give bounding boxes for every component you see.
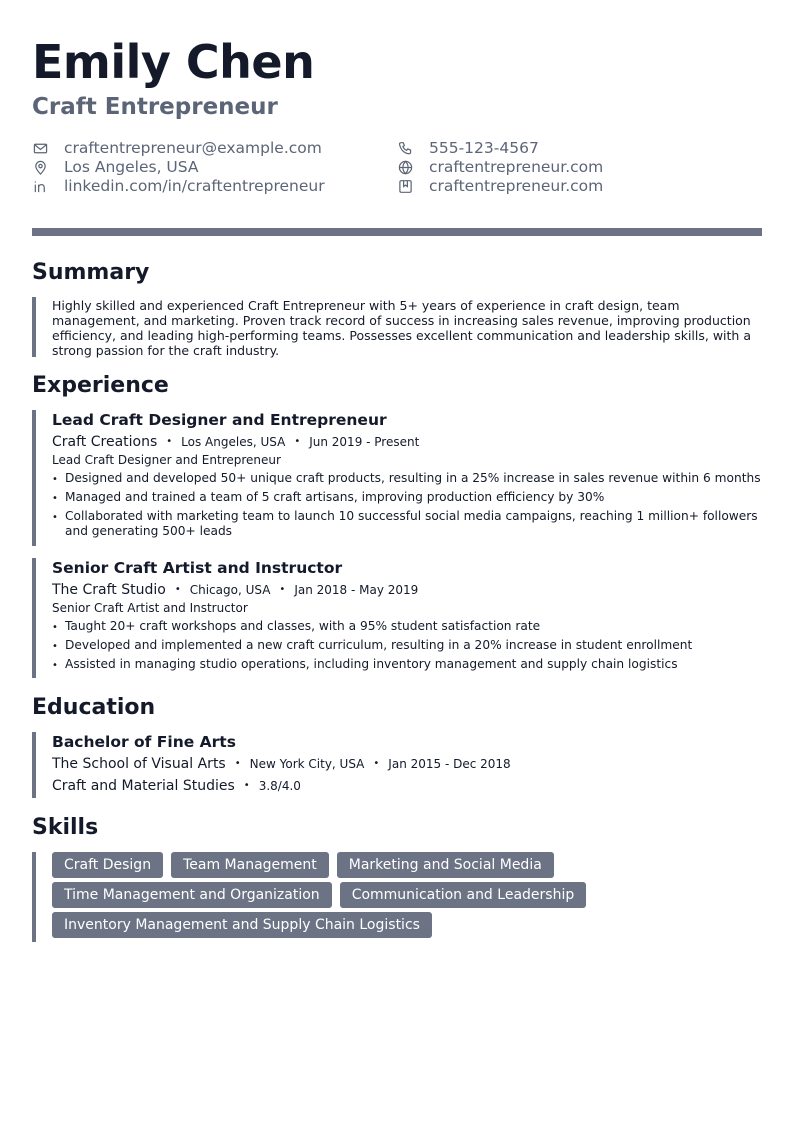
education-field: Craft and Material Studies — [52, 778, 235, 794]
contact-linkedin-text: linkedin.com/in/craftentrepreneur — [64, 177, 325, 195]
contact-location-text: Los Angeles, USA — [64, 158, 199, 176]
contact-location — [32, 157, 199, 177]
contact-website-text: craftentrepreneur.com — [429, 158, 604, 176]
education-entry — [32, 732, 762, 798]
job-location: Los Angeles, USA — [181, 435, 286, 449]
skill-chip: Marketing and Social Media — [337, 852, 554, 878]
skills-heading: Skills — [32, 815, 99, 840]
education-school: The School of Visual Arts — [52, 756, 226, 772]
education-dates: Jan 2015 - Dec 2018 — [388, 757, 511, 771]
education-gpa: 3.8/4.0 — [258, 779, 301, 793]
job-bullet: • Collaborated with marketing team to launch 10 successful social media campaigns, reaching 1 million+ followers and generating 500+ leads — [52, 509, 762, 539]
education-meta — [52, 756, 762, 772]
job-dates: Jan 2018 - May 2019 — [294, 583, 419, 597]
job-bullets — [52, 471, 762, 539]
linkedin-icon — [32, 178, 48, 194]
job-bullet: • Managed and trained a team of 5 craft artisans, improving production efficiency by 30% — [52, 490, 762, 505]
education-heading: Education — [32, 695, 156, 720]
meta-separator: • — [373, 758, 380, 769]
job-bullet: • Taught 20+ craft workshops and classes, with a 95% student satisfaction rate — [52, 619, 762, 634]
job-entry — [32, 558, 762, 678]
skill-chip: Time Management and Organization — [52, 882, 332, 908]
job-entry — [32, 410, 762, 546]
mail-icon — [32, 140, 48, 156]
map-pin-icon — [32, 159, 48, 175]
contact-linkedin[interactable] — [32, 176, 325, 196]
bookmark-icon — [397, 178, 413, 194]
skills-block — [32, 852, 762, 942]
meta-separator: • — [234, 758, 241, 769]
skill-chip: Inventory Management and Supply Chain Logistics — [52, 912, 432, 938]
job-meta — [52, 434, 762, 450]
globe-icon — [397, 159, 413, 175]
meta-separator: • — [174, 584, 181, 595]
job-bullets — [52, 619, 762, 672]
job-meta — [52, 582, 762, 598]
summary-text: Highly skilled and experienced Craft Entrepreneur with 5+ years of experience in craft design, team management, and marketing. Proven track record of success in increasing sales revenue, improving production efficiency, and leading high-performing teams. Possesses excellent communication and leadership skills, with a strong passion for the craft industry. — [52, 298, 751, 358]
contact-phone[interactable] — [397, 138, 539, 158]
job-company: Craft Creations — [52, 434, 158, 450]
job-subtitle: Senior Craft Artist and Instructor — [52, 601, 248, 615]
contact-email-text: craftentrepreneur@example.com — [64, 139, 322, 157]
contact-email[interactable] — [32, 138, 322, 158]
contact-portfolio[interactable] — [397, 176, 603, 196]
job-bullet: • Designed and developed 50+ unique craft products, resulting in a 25% increase in sales revenue within 6 months — [52, 471, 762, 486]
job-title: Lead Craft Designer and Entrepreneur — [52, 411, 387, 429]
education-field-row — [52, 778, 762, 794]
skill-chip: Communication and Leadership — [340, 882, 587, 908]
job-bullet: • Assisted in managing studio operations, including inventory management and supply chain logistics — [52, 657, 762, 672]
skills-list — [52, 852, 692, 938]
experience-heading: Experience — [32, 373, 169, 398]
education-location: New York City, USA — [249, 757, 365, 771]
job-dates: Jun 2019 - Present — [309, 435, 420, 449]
contact-website[interactable] — [397, 157, 603, 177]
phone-icon — [397, 140, 413, 156]
summary-block — [32, 297, 762, 357]
skill-chip: Team Management — [171, 852, 329, 878]
skill-chip: Craft Design — [52, 852, 163, 878]
meta-separator: • — [166, 436, 173, 447]
job-subtitle: Lead Craft Designer and Entrepreneur — [52, 453, 281, 467]
contact-phone-text: 555-123-4567 — [429, 139, 539, 157]
job-company: The Craft Studio — [52, 582, 166, 598]
meta-separator: • — [294, 436, 301, 447]
resume-header — [32, 34, 762, 122]
header-divider — [32, 228, 762, 236]
education-degree: Bachelor of Fine Arts — [52, 733, 236, 751]
meta-separator: • — [279, 584, 286, 595]
job-location: Chicago, USA — [189, 583, 271, 597]
job-bullet: • Developed and implemented a new craft curriculum, resulting in a 20% increase in student enrollment — [52, 638, 762, 653]
contact-portfolio-text: craftentrepreneur.com — [429, 177, 604, 195]
candidate-role: Craft Entrepreneur — [32, 94, 278, 120]
summary-heading: Summary — [32, 260, 150, 285]
job-title: Senior Craft Artist and Instructor — [52, 559, 343, 577]
meta-separator: • — [243, 780, 250, 791]
candidate-name: Emily Chen — [32, 35, 315, 89]
